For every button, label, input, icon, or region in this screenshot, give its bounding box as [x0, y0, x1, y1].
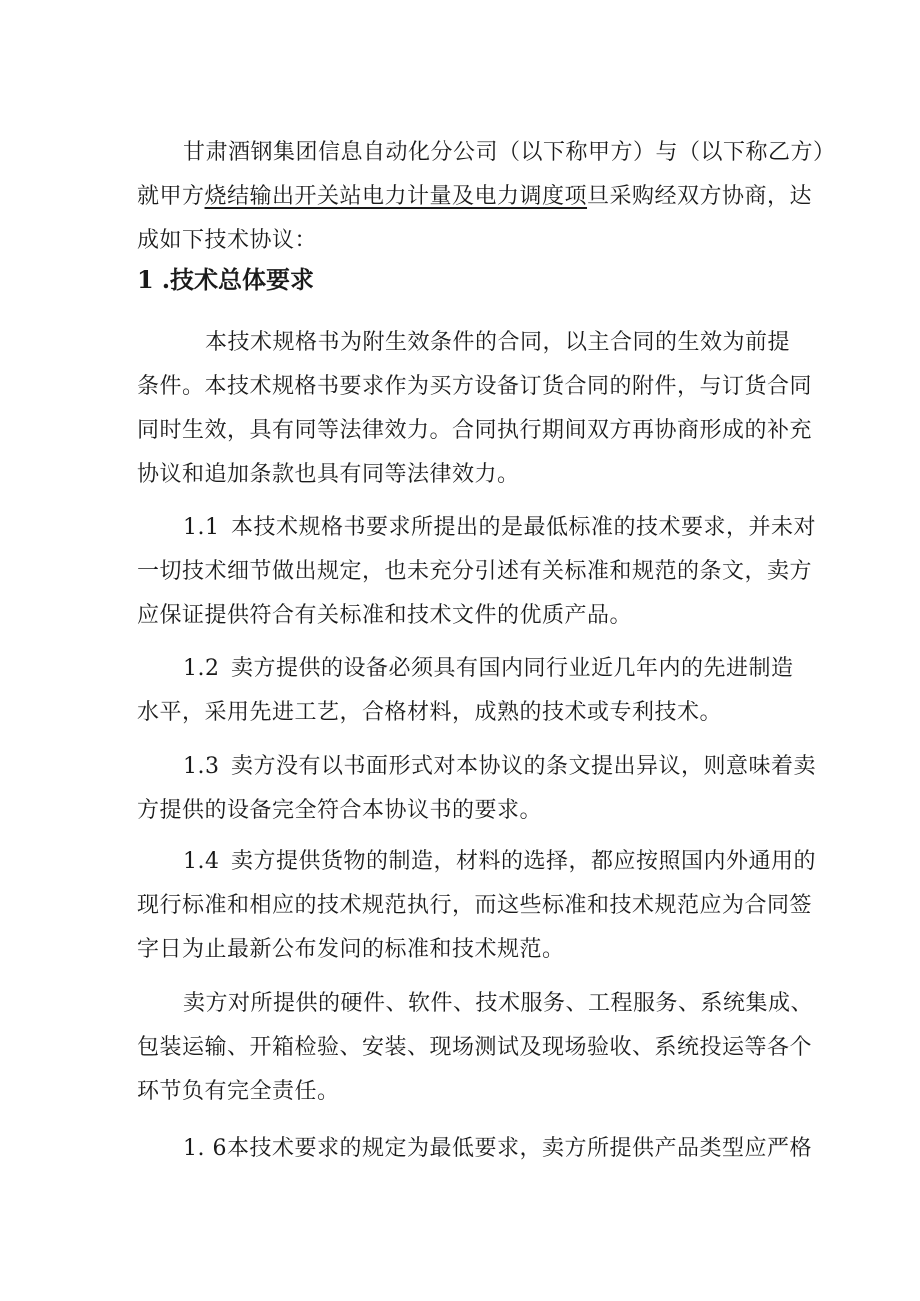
- intro-line-2: [137, 175, 813, 219]
- main-line-1: 本技术规格书为附生效条件的合同，以主合同的生效为前提: [205, 330, 791, 355]
- project-name: 烧结输出开关站电力计量及电力调度项: [204, 184, 588, 209]
- item-1-3-line-2: 方提供的设备完全符合本协议书的要求。: [137, 798, 543, 823]
- item-1-4-line-3: 字日为止最新公布发问的标准和技术规范。: [137, 937, 565, 962]
- resp-line-2: 包装运输、开箱检验、安装、现场测试及现场验收、系统投运等各个: [137, 1035, 813, 1060]
- section-heading-1: [137, 258, 314, 302]
- main-line-3: 同时生效，具有同等法律效力。合同执行期间双方再协商形成的补充: [137, 418, 813, 443]
- item-number: 1. 6: [183, 1136, 227, 1161]
- resp-line-1: 卖方对所提供的硬件、软件、技术服务、工程服务、系统集成、: [183, 991, 814, 1016]
- main-line-4: 协议和追加条款也具有同等法律效力。: [137, 462, 520, 487]
- item-1-2-line-1: 1.2 卖方提供的设备必须具有国内同行业近几年内的先进制造: [137, 647, 797, 691]
- item-1-2: [137, 647, 797, 735]
- intro-line-2-post: 旦采购经双方协商，达: [587, 184, 813, 209]
- main-paragraph: [137, 321, 813, 497]
- responsibility-paragraph: [137, 982, 814, 1114]
- intro-line-3: 成如下技术协议：: [137, 228, 318, 253]
- item-1-1-line-1: 1.1 本技术规格书要求所提出的是最低标准的技术要求，并未对: [137, 506, 797, 550]
- item-1-1-line-3: 应保证提供符合有关标准和技术文件的优质产品。: [137, 603, 633, 628]
- main-line-2: 条件。本技术规格书要求作为买方设备订货合同的附件，与订货合同: [137, 374, 813, 399]
- item-1-1-line-2: 一切技术细节做出规定，也未充分引述有关标准和规范的条文，卖方: [137, 559, 813, 584]
- item-1-3: [137, 745, 817, 833]
- resp-line-3: 环节负有完全责任。: [137, 1079, 340, 1104]
- section-title: .技术总体要求: [161, 265, 315, 294]
- item-1-2-line-2: 水平，采用先进工艺，合格材料，成熟的技术或专利技术。: [137, 700, 723, 725]
- item-1-4-line-2: 现行标准和相应的技术规范执行，而这些标准和技术规范应为合同签: [137, 893, 813, 918]
- item-1-6-line-1: 1. 6本技术要求的规定为最低要求，卖方所提供产品类型应严格: [183, 1136, 812, 1161]
- item-number: 1.4: [183, 849, 220, 874]
- item-1-4: [137, 840, 817, 972]
- section-number: 1: [137, 265, 154, 294]
- intro-paragraph: [137, 131, 836, 263]
- item-number: 1.3: [183, 754, 220, 779]
- intro-line-1: 甘肃酒钢集团信息自动化分公司（以下称甲方）与（以下称乙方）: [183, 140, 836, 165]
- intro-line-2-pre: 就甲方: [137, 184, 205, 209]
- item-number: 1.1: [183, 515, 220, 540]
- item-1-3-line-1: 1.3 卖方没有以书面形式对本协议的条文提出异议，则意味着卖: [137, 745, 797, 789]
- item-1-1: [137, 506, 817, 638]
- item-1-4-line-1: 1.4 卖方提供货物的制造，材料的选择，都应按照国内外通用的: [137, 840, 797, 884]
- item-number: 1.2: [183, 656, 220, 681]
- item-1-6: [137, 1127, 812, 1171]
